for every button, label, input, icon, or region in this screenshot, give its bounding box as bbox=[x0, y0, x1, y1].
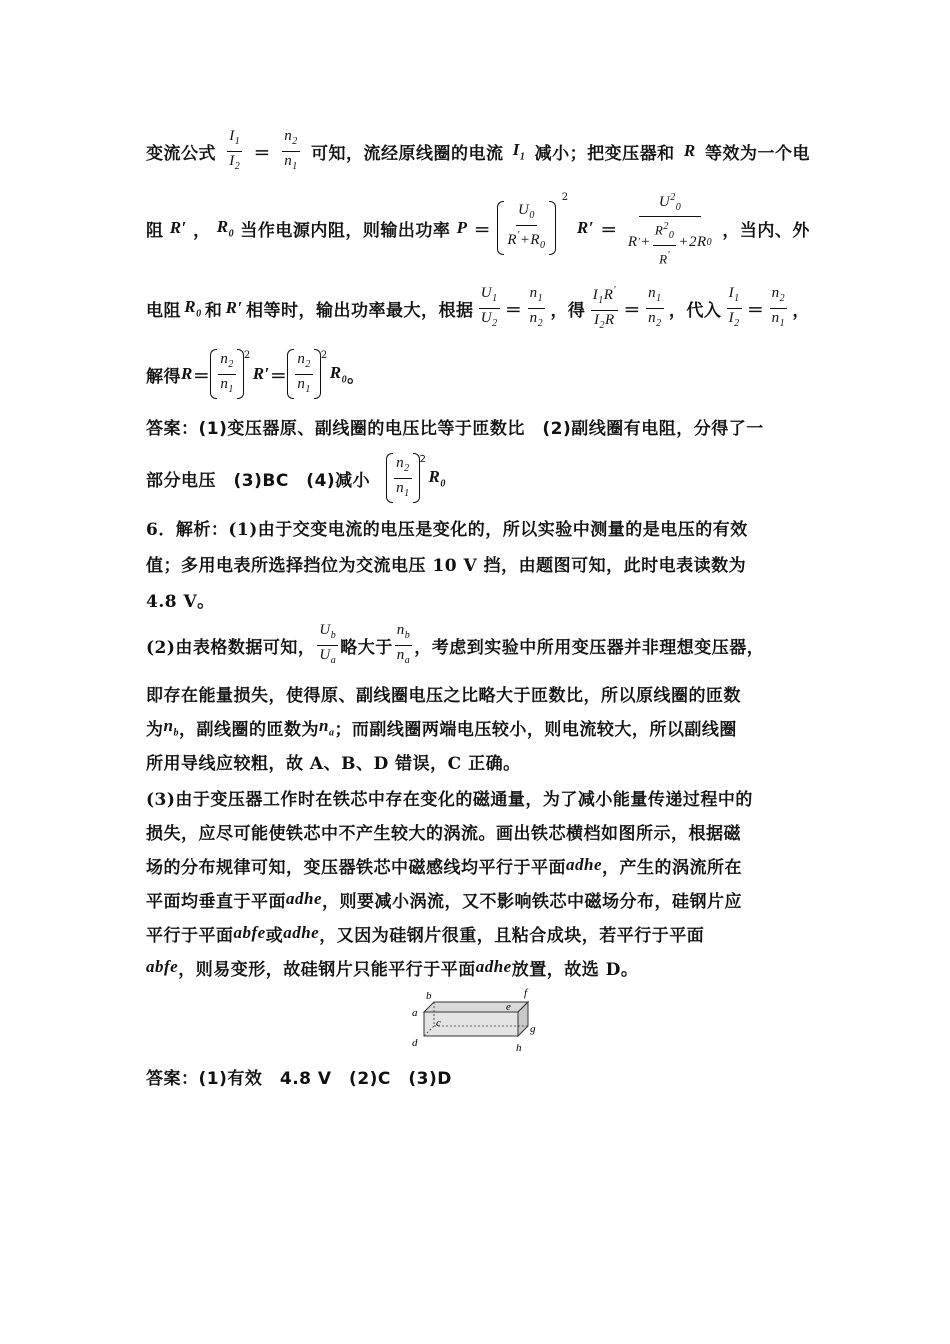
text-segment: 解得 bbox=[146, 366, 181, 387]
text-segment: ，则要减小涡流，又不影响铁芯中磁场分布，硅钢片应 bbox=[322, 891, 742, 912]
equals-sign: ＝ bbox=[600, 220, 618, 241]
text-segment: 或 bbox=[265, 925, 284, 946]
text-segment: 电阻 bbox=[146, 300, 181, 321]
text-line-4 bbox=[146, 348, 810, 400]
text-segment: 6．解析：(1)由于交变电流的电压是变化的，所以实验中测量的是电压的有效 bbox=[146, 519, 748, 540]
symbol-R: R bbox=[181, 364, 193, 383]
fraction-nb-na: $\frac{n_b}{n_a}$ bbox=[396, 621, 411, 666]
text-line-6d bbox=[146, 620, 810, 670]
text-segment: 当作电源内阻，则输出功率 bbox=[240, 220, 451, 241]
text-segment: 等效为一个电 bbox=[704, 143, 810, 164]
equals-sign: ＝ bbox=[504, 300, 523, 321]
text-segment: 场的分布规律可知，变压器铁芯中磁感线均平行于平面 bbox=[146, 857, 566, 878]
text-line-6l bbox=[146, 920, 810, 946]
text-segment: ，产生的涡流所在 bbox=[602, 857, 742, 878]
text-line-6m bbox=[146, 954, 810, 980]
fraction-power: $U^2_0$ R ′ + $\frac{R^2_0}{R'}$ +2 R 0 bbox=[626, 189, 714, 267]
fraction-n2-n1: $\frac{n_2}{n_1}$ bbox=[284, 127, 298, 172]
exponent: 2 bbox=[419, 454, 427, 465]
exponent: 2 bbox=[243, 350, 251, 361]
answer-text: 答案：(1)变压器原、副线圈的电压比等于匝数比 (2)副线圈有电阻，分得了一 bbox=[146, 418, 764, 439]
text-segment: 和 bbox=[204, 300, 223, 321]
fraction-Ub-Ua: $\frac{U_b}{U_a}$ bbox=[319, 621, 337, 666]
text-segment: 平行于平面 bbox=[146, 925, 234, 946]
fraction-n2-n1: $\frac{n_2}{n_1}$ bbox=[771, 284, 786, 329]
box-top-face bbox=[424, 1002, 528, 1012]
equals-sign: ＝ bbox=[473, 220, 492, 241]
text-segment: 可知，流经原线圈的电流 bbox=[311, 143, 504, 164]
symbol-adhe: adhe bbox=[286, 889, 322, 908]
text-line-6g bbox=[146, 748, 810, 774]
text-segment: ， bbox=[193, 220, 211, 241]
label-g: g bbox=[530, 1023, 536, 1035]
symbol-R0: $R_0$ bbox=[329, 362, 348, 386]
answer-line-1 bbox=[146, 412, 810, 440]
text-segment: ，代入 bbox=[668, 300, 722, 321]
symbol-R0: $R_0$ bbox=[184, 296, 202, 320]
text-line-6b bbox=[146, 550, 810, 576]
text-segment: 所用导线应较粗，故 A、B、D 错误，C 正确。 bbox=[146, 753, 521, 774]
fraction-n1-n2: $\frac{n_1}{n_2}$ bbox=[648, 284, 662, 329]
exponent: 2 bbox=[561, 192, 569, 203]
iron-core-figure bbox=[410, 986, 540, 1058]
text-line-6i bbox=[146, 818, 810, 844]
symbol-R0: $R_0$ bbox=[216, 216, 235, 240]
equals-sign: ＝ bbox=[746, 300, 765, 321]
text-segment: 。 bbox=[347, 366, 365, 387]
answer-line-2 bbox=[146, 452, 810, 504]
symbol-nb: $n_b$ bbox=[163, 715, 179, 739]
text-segment: 阻 bbox=[146, 220, 164, 241]
text-segment: 放置，故选 D。 bbox=[511, 959, 639, 980]
text-line-2 bbox=[146, 190, 810, 266]
label-h: h bbox=[516, 1042, 522, 1054]
symbol-adhe: adhe bbox=[283, 923, 320, 942]
parenthesis-group bbox=[287, 349, 321, 399]
text-segment: 平面均垂直于平面 bbox=[146, 891, 286, 912]
symbol-abfe: abfe bbox=[233, 923, 266, 942]
text-segment: ，又因为硅钢片很重，且粘合成块，若平行于平面 bbox=[319, 925, 705, 946]
equals-sign: ＝ bbox=[623, 300, 641, 321]
label-d: d bbox=[412, 1037, 418, 1049]
text-segment: ，当内、外 bbox=[722, 220, 810, 241]
text-line-3 bbox=[146, 284, 810, 332]
fraction-I1Rp-I2R: $\frac{I_1R'}{I_2R}$ bbox=[591, 282, 618, 334]
equals-sign: ＝ bbox=[253, 143, 271, 164]
fraction-n2-n1: $\frac{n_2}{n_1}$ bbox=[297, 350, 311, 395]
text-segment: ，考虑到实验中所用变压器并非理想变压器， bbox=[414, 637, 765, 658]
parenthesis-group bbox=[210, 349, 244, 399]
text-segment: ，得 bbox=[550, 300, 586, 321]
text-segment: (2)由表格数据可知， bbox=[146, 637, 316, 658]
text-segment: ， bbox=[792, 300, 810, 321]
text-line-6a bbox=[146, 514, 810, 540]
label-c: c bbox=[436, 1017, 441, 1029]
text-line-6h bbox=[146, 784, 810, 810]
text-segment: 相等时，输出功率最大，根据 bbox=[246, 300, 474, 321]
label-f: f bbox=[524, 987, 528, 999]
text-segment: ，副线圈的匝数为 bbox=[178, 719, 319, 740]
symbol-R-prime: R′ bbox=[576, 218, 594, 237]
text-segment: (3)由于变压器工作时在铁芯中存在变化的磁通量，为了减小能量传递过程中的 bbox=[146, 789, 753, 810]
symbol-R-prime: R′ bbox=[225, 298, 243, 317]
fraction-I1-I2: $\frac{I_1}{I_2}$ bbox=[728, 284, 740, 329]
symbol-abfe: abfe bbox=[146, 957, 179, 976]
equals-sign: ＝ bbox=[269, 366, 288, 387]
text-line-1 bbox=[146, 128, 810, 174]
symbol-R-prime: R′ bbox=[169, 218, 187, 237]
fraction-U1-U2: $\frac{U_1}{U_2}$ bbox=[480, 284, 498, 329]
answer-line-3 bbox=[146, 1062, 810, 1090]
equals-sign: ＝ bbox=[192, 366, 211, 387]
text-segment: 略大于 bbox=[340, 637, 393, 658]
symbol-R: R bbox=[683, 141, 696, 160]
parenthesis-group bbox=[386, 453, 420, 503]
fraction-I1-I2: $\frac{I_1}{I_2}$ bbox=[229, 127, 241, 172]
symbol-P: P bbox=[456, 218, 468, 237]
label-b: b bbox=[426, 990, 432, 1002]
parenthesis-group bbox=[497, 201, 555, 255]
text-segment: 损失，应尽可能使铁芯中不产生较大的涡流。画出铁芯横档如图所示，根据磁 bbox=[146, 823, 741, 844]
text-line-6k bbox=[146, 886, 810, 912]
text-segment: ；而副线圈两端电压较小，则电流较大，所以副线圈 bbox=[334, 719, 737, 740]
text-line-6j bbox=[146, 852, 810, 878]
fraction-n1-n2: $\frac{n_1}{n_2}$ bbox=[529, 284, 544, 329]
symbol-R0: $R_0$ bbox=[428, 466, 446, 490]
exponent: 2 bbox=[320, 350, 328, 361]
text-line-6e bbox=[146, 680, 810, 706]
label-e: e bbox=[506, 1001, 511, 1013]
symbol-R-prime: R′ bbox=[252, 364, 270, 383]
text-segment: 为 bbox=[146, 719, 164, 740]
fraction-n2-n1: $\frac{n_2}{n_1}$ bbox=[220, 350, 234, 395]
symbol-adhe: adhe bbox=[566, 855, 602, 874]
text-segment: 即存在能量损失，使得原、副线圈电压之比略大于匝数比，所以原线圈的匝数 bbox=[146, 685, 741, 706]
text-segment: ，则易变形，故硅钢片只能平行于平面 bbox=[178, 959, 476, 980]
fraction-U0-over-sum: $\frac{U_0}{R'+R_0}$ bbox=[507, 202, 546, 251]
symbol-adhe: adhe bbox=[475, 957, 512, 976]
fraction-n2-n1: $\frac{n_2}{n_1}$ bbox=[396, 454, 410, 499]
answer-text: 答案：(1)有效 4.8 V (2)C (3)D bbox=[146, 1068, 452, 1089]
label-a: a bbox=[412, 1007, 418, 1019]
text-line-6f bbox=[146, 714, 810, 740]
text-segment: 值；多用电表所选择挡位为交流电压 10 V 挡，由题图可知，此时电表读数为 bbox=[146, 555, 747, 576]
text-segment: 4.8 V。 bbox=[146, 591, 215, 612]
text-segment: 减小；把变压器和 bbox=[534, 143, 675, 164]
text-line-6c bbox=[146, 586, 810, 612]
symbol-I1: $I_1$ bbox=[512, 139, 526, 163]
text-segment: 变流公式 bbox=[146, 143, 216, 164]
symbol-na: $n_a$ bbox=[318, 715, 335, 739]
answer-text: 部分电压 (3)BC (4)减小 bbox=[146, 470, 371, 491]
